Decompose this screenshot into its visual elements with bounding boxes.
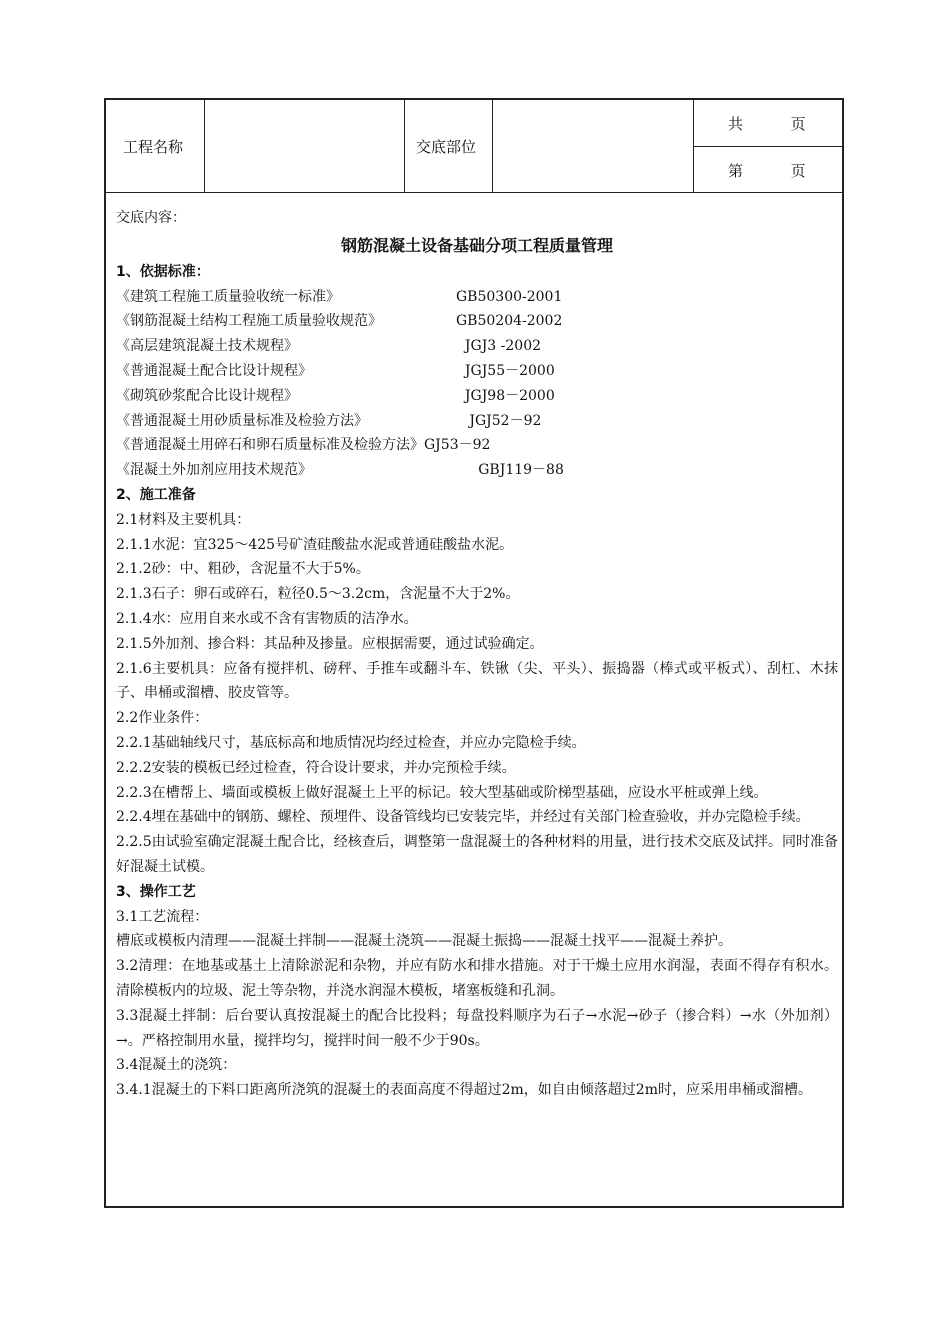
page-number: 第 页 <box>728 162 806 180</box>
standard-item: 《普通混凝土用碎石和卵石质量标准及检验方法》GJ53－92 <box>116 437 491 454</box>
standard-name: 《混凝土外加剂应用技术规范》 <box>116 462 312 479</box>
paragraph: 2.2.1基础轴线尺寸，基底标高和地质情况均经过检查，并应办完隐检手续。 <box>116 734 586 751</box>
paragraph: 2.2.5由试验室确定混凝土配合比，经核查后，调整第一盘混凝土的各种材料的用量，进行技术交底及试拌。同时准备好混凝土试模。 <box>116 834 838 875</box>
section-heading: 2、施工准备 <box>116 486 196 503</box>
standard-item <box>116 334 838 359</box>
project-name-label: 工程名称 <box>123 138 184 156</box>
standard-item <box>116 309 838 334</box>
standard-code: GB50300-2001 <box>456 288 563 305</box>
section-heading: 1、依据标准： <box>116 263 210 280</box>
position-label: 交底部位 <box>416 138 477 156</box>
divider <box>693 146 842 147</box>
paragraph: 2.1.4水：应用自来水或不含有害物质的洁净水。 <box>116 610 418 627</box>
paragraph: 2.1.5外加剂、掺合料：其品种及掺量。应根据需要，通过试验确定。 <box>116 635 544 652</box>
standard-name: 《普通混凝土配合比设计规程》 <box>116 362 312 379</box>
standard-name: 《砌筑砂浆配合比设计规程》 <box>116 387 298 404</box>
form-header <box>106 100 842 193</box>
paragraph: 3.4混凝土的浇筑： <box>116 1057 237 1074</box>
standard-item <box>116 384 838 409</box>
standard-item <box>116 458 838 483</box>
standard-name: 《建筑工程施工质量验收统一标准》 <box>116 288 340 305</box>
paragraph: 2.2作业条件： <box>116 710 209 727</box>
document-title: 钢筋混凝土设备基础分项工程质量管理 <box>340 235 613 255</box>
paragraph: 2.2.3在槽帮上、墙面或模板上做好混凝土上平的标记。较大型基础或阶梯型基础，应设水平桩或弹上线。 <box>116 784 768 801</box>
standard-code: JGJ98－2000 <box>456 387 555 404</box>
standard-name: 《高层建筑混凝土技术规程》 <box>116 338 298 355</box>
standard-code: JGJ3 -2002 <box>456 338 542 355</box>
paragraph: 2.1.6主要机具：应备有搅拌机、磅秤、手推车或翻斗车、铁锹（尖、平头）、振捣器（棒式或平板式）、刮杠、木抹子、串桶或溜槽、胶皮管等。 <box>116 660 838 702</box>
standard-code: GB50204-2002 <box>456 313 563 330</box>
divider <box>492 100 493 192</box>
paragraph: 2.1.2砂：中、粗砂，含泥量不大于5%。 <box>116 561 370 578</box>
paragraph: 2.1.1水泥：宜325～425号矿渣硅酸盐水泥或普通硅酸盐水泥。 <box>116 536 514 553</box>
paragraph: 3.2清理：在地基或基土上清除淤泥和杂物，并应有防水和排水措施。对于干燥土应用水润湿，表面不得存有积水。清除模板内的垃圾、泥土等杂物，并浇水润湿木模板，堵塞板缝和孔洞。 <box>116 958 838 999</box>
process-flow: 槽底或模板内清理——混凝土拌制——混凝土浇筑——混凝土振捣——混凝土找平——混凝土养护。 <box>116 933 732 950</box>
intro-label: 交底内容： <box>116 210 186 226</box>
handover-form <box>104 98 844 1208</box>
paragraph: 2.1材料及主要机具： <box>116 511 251 528</box>
content-body <box>116 206 838 1103</box>
standard-item <box>116 409 838 434</box>
divider <box>204 100 205 192</box>
paragraph: 3.1工艺流程： <box>116 908 209 925</box>
standard-item <box>116 285 838 310</box>
paragraph: 2.2.2安装的模板已经过检查，符合设计要求，并办完预检手续。 <box>116 759 516 776</box>
section-heading: 3、操作工艺 <box>116 883 196 900</box>
standard-code: JGJ55－2000 <box>456 362 555 379</box>
paragraph: 3.3混凝土拌制：后台要认真按混凝土的配合比投料；每盘投料顺序为石子→水泥→砂子（掺合料）→水（外加剂）→。严格控制用水量，搅拌均匀，搅拌时间一般不少于90s。 <box>116 1007 838 1049</box>
standard-name: 《普通混凝土用砂质量标准及检验方法》 <box>116 412 368 429</box>
paragraph: 2.1.3石子：卵石或碎石，粒径0.5～3.2cm，含泥量不大于2%。 <box>116 586 520 603</box>
paragraph: 3.4.1混凝土的下料口距离所浇筑的混凝土的表面高度不得超过2m，如自由倾落超过2m时，应采用串桶或溜槽。 <box>116 1082 812 1099</box>
total-pages: 共 页 <box>728 115 806 133</box>
standard-item <box>116 359 838 384</box>
standard-code: JGJ52－92 <box>456 412 542 429</box>
standard-code: GBJ119－88 <box>456 462 564 479</box>
paragraph: 2.2.4埋在基础中的钢筋、螺栓、预埋件、设备管线均已安装完毕，并经过有关部门检查验收，并办完隐检手续。 <box>116 809 810 826</box>
standard-name: 《钢筋混凝土结构工程施工质量验收规范》 <box>116 313 382 330</box>
divider <box>404 100 405 192</box>
